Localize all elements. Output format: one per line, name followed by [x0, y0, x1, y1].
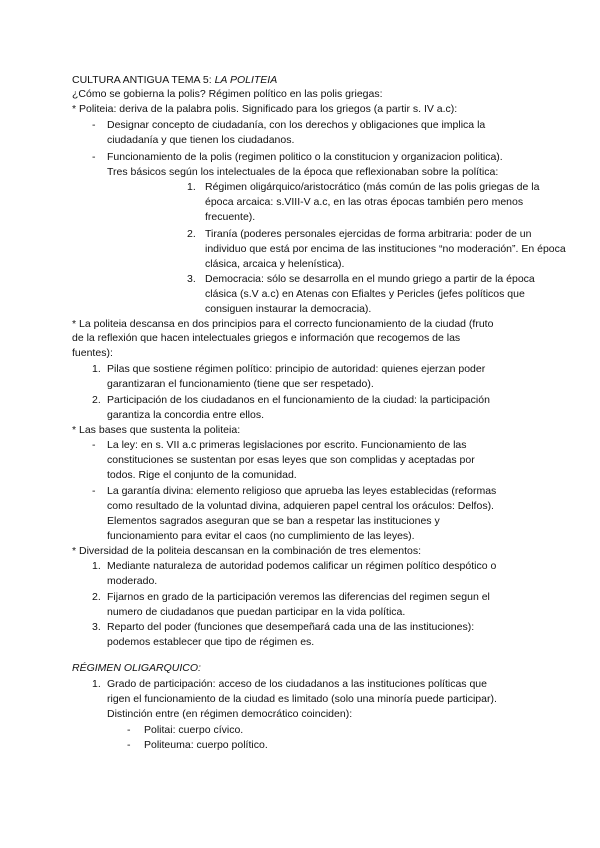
- list-item-line: numero de ciudadanos que puedan participar en la vida política.: [107, 606, 406, 618]
- dash-marker: -: [127, 724, 131, 736]
- list-item-line: funcionamiento para evitar el caos (no cumplimiento de las leyes).: [107, 530, 415, 542]
- number-marker: 1.: [187, 181, 196, 193]
- list-item-line: Mediante naturaleza de autoridad podemos calificar un régimen político despótico o: [107, 560, 497, 572]
- paragraph-line: de la reflexión que hacen intelectuales griegos e información que recogemos de las: [72, 332, 461, 344]
- question-line: ¿Cómo se gobierna la polis? Régimen político en las polis griegas:: [72, 88, 383, 100]
- document-title: [72, 73, 277, 87]
- list-item-line: Reparto del poder (funciones que desempeñará cada una de las instituciones):: [107, 621, 475, 633]
- list-item-line: Elementos sagrados aseguran que se ban a respetar las instituciones y: [107, 515, 440, 527]
- list-item-line: Politai: cuerpo cívico.: [144, 724, 244, 736]
- number-marker: 2.: [92, 591, 101, 603]
- list-item-line: clásica, arcaica y helenística).: [205, 258, 345, 270]
- number-marker: 2.: [187, 228, 196, 240]
- dash-marker: -: [127, 739, 131, 751]
- paragraph-line: fuentes):: [72, 347, 113, 359]
- number-marker: 3.: [92, 621, 101, 633]
- number-marker: 1.: [92, 560, 101, 572]
- list-item-line: Funcionamiento de la polis (regimen politico o la constitucion y organizacion politica).: [107, 151, 503, 163]
- title-prefix: CULTURA ANTIGUA TEMA 5:: [72, 74, 215, 86]
- dash-marker: -: [92, 151, 96, 163]
- list-item-line: Régimen oligárquico/aristocrático (más común de las polis griegas de la: [205, 181, 540, 193]
- list-item-line: individuo que está por encima de las instituciones “no moderación”. En época: [205, 243, 566, 255]
- list-item-line: ciudadanía y que tienen los ciudadanos.: [107, 134, 295, 146]
- list-item-line: moderado.: [107, 575, 158, 587]
- list-item-line: todos. Rige el conjunto de la comunidad.: [107, 469, 297, 481]
- dash-marker: -: [92, 485, 96, 497]
- number-marker: 3.: [187, 273, 196, 285]
- list-item-line: garantizaran el funcionamiento (tiene que ser respetado).: [107, 378, 374, 390]
- list-item-line: Tiranía (poderes personales ejercidas de forma arbitraria: poder de un: [205, 228, 532, 240]
- dash-marker: -: [92, 119, 96, 131]
- list-item-line: Politeuma: cuerpo político.: [144, 739, 268, 751]
- number-marker: 1.: [92, 678, 101, 690]
- paragraph-line: * La politeia descansa en dos principios para el correcto funcionamiento de la ciudad (fruto: [72, 318, 494, 330]
- list-item-line: época arcaica: s.VIII-V a.c, en las otras épocas también pero menos: [205, 196, 524, 208]
- list-item-line: constituciones se sustentan por esas leyes que son complidas y aceptadas por: [107, 454, 475, 466]
- list-item-line: clásica (s.V a.c) en Atenas con Efialtes y Pericles (jefes políticos que: [205, 288, 525, 300]
- list-item-line: garantiza la concordia entre ellos.: [107, 409, 265, 421]
- paragraph-line: * Politeia: deriva de la palabra polis. Significado para los griegos (a partir s. IV a.c):: [72, 103, 458, 115]
- list-item-line: Pilas que sostiene régimen político: principio de autoridad: quienes ejerzan poder: [107, 363, 486, 375]
- list-item-line: Distinción entre (en régimen democrático coinciden):: [107, 708, 353, 720]
- paragraph-line: * Las bases que sustenta la politeia:: [72, 424, 241, 436]
- number-marker: 1.: [92, 363, 101, 375]
- paragraph-line: * Diversidad de la politeia descansan en la combinación de tres elementos:: [72, 545, 422, 557]
- list-item-line: Grado de participación: acceso de los ciudadanos a las instituciones políticas que: [107, 678, 487, 690]
- list-item-line: La garantía divina: elemento religioso que aprueba las leyes establecidas (reformas: [107, 485, 497, 497]
- list-item-line: Tres básicos según los intelectuales de la época que reflexionaban sobre la política:: [107, 166, 499, 178]
- list-item-line: Participación de los ciudadanos en el funcionamiento de la ciudad: la participación: [107, 394, 490, 406]
- number-marker: 2.: [92, 394, 101, 406]
- list-item-line: Designar concepto de ciudadanía, con los derechos y obligaciones que implica la: [107, 119, 486, 131]
- list-item-line: como resultado de la voluntad divina, adquieren papel central los oráculos: Delfos).: [107, 500, 494, 512]
- list-item-line: La ley: en s. VII a.c primeras legislaciones por escrito. Funcionamiento de las: [107, 439, 467, 451]
- list-item-line: consiguen instaurar la democracia).: [205, 303, 372, 315]
- list-item-line: frecuente).: [205, 211, 256, 223]
- dash-marker: -: [92, 439, 96, 451]
- list-item-line: Fijarnos en grado de la participación veremos las diferencias del regimen segun el: [107, 591, 490, 603]
- list-item-line: Democracia: sólo se desarrolla en el mundo griego a partir de la época: [205, 273, 535, 285]
- title-italic: LA POLITEIA: [214, 74, 278, 86]
- section-heading: RÉGIMEN OLIGARQUICO:: [72, 662, 201, 674]
- list-item-line: rigen el funcionamiento de la ciudad es limitado (solo una minoría puede participar).: [107, 693, 497, 705]
- list-item-line: podemos establecer que tipo de régimen es.: [107, 636, 315, 648]
